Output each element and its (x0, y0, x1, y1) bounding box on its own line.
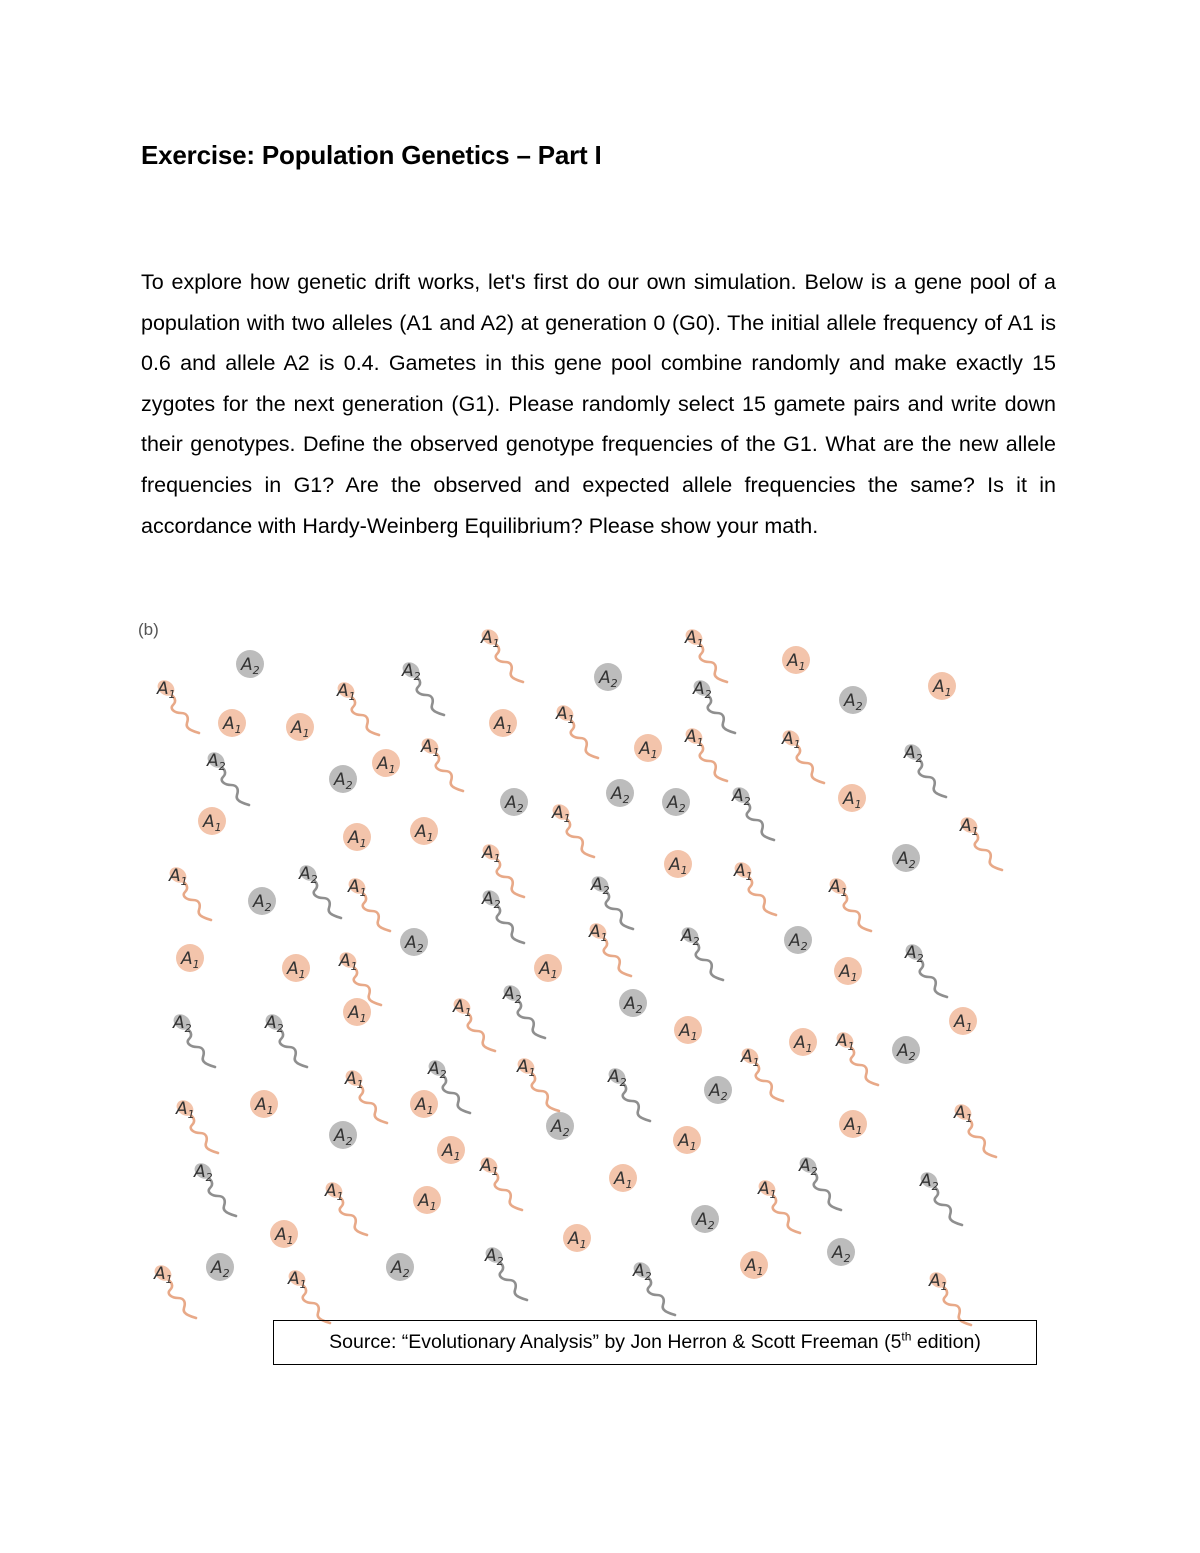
allele-label: $A_1$ (829, 877, 848, 899)
allele-label: $A_2$ (633, 1261, 652, 1283)
allele-label: $A_2$ (599, 668, 618, 690)
allele-label: $A_1$ (758, 1179, 777, 1201)
allele-label: $A_1$ (954, 1012, 973, 1034)
sperm-a1 (478, 1154, 522, 1210)
egg-a2 (594, 663, 622, 691)
sperm-a1 (732, 859, 776, 915)
figure-label: (b) (138, 620, 159, 639)
allele-label: $A_1$ (181, 949, 200, 971)
egg-a1 (609, 1164, 637, 1192)
allele-label: $A_2$ (789, 931, 808, 953)
sperm-a1 (683, 725, 727, 781)
sperm-a1 (343, 1067, 387, 1123)
allele-label: $A_1$ (669, 855, 688, 877)
allele-label: $A_2$ (211, 1258, 230, 1280)
allele-label: $A_1$ (482, 843, 501, 865)
allele-label: $A_1$ (685, 628, 704, 650)
allele-label: $A_1$ (154, 1264, 173, 1286)
egg-a2 (827, 1238, 855, 1266)
page-title: Exercise: Population Genetics – Part I (141, 140, 602, 170)
allele-label: $A_1$ (929, 1271, 948, 1293)
allele-label: $A_1$ (337, 681, 356, 703)
egg-a1 (218, 709, 246, 737)
allele-label: $A_2$ (591, 875, 610, 897)
sperm-a2 (192, 1160, 236, 1216)
sperm-a2 (501, 982, 545, 1038)
allele-label: $A_1$ (287, 959, 306, 981)
source-prefix: Source: “Evolutionary Analysis” by Jon Herron & Scott Freeman (5 (329, 1331, 902, 1353)
allele-label: $A_2$ (402, 661, 421, 683)
allele-label: $A_2$ (482, 889, 501, 911)
sperm-a2 (400, 659, 444, 715)
sperm-a2 (918, 1169, 962, 1225)
sperm-a2 (263, 1011, 307, 1067)
sperm-a2 (730, 784, 774, 840)
sperm-a1 (550, 801, 594, 857)
exercise-paragraph: To explore how genetic drift works, let's first do our own simulation. Below is a gene pool of a population with two alleles (A1 and A2) at generation 0 (G0). The initial allele frequency of A1 is 0.6 and allele A2 is 0.4. Gametes in this gene pool combine randomly and make exactly 15 zygotes for the next generation (G1). Please randomly select 15 gamete pairs and write down their genotypes. Define the observed genotype frequencies of the G1. What are the new allele frequencies in G1? Are the observed and expected allele frequencies the same? Is it in accordance with Hardy-Weinberg Equilibrium? Please show your math. (141, 270, 1056, 538)
sperm-a1 (834, 1029, 878, 1085)
egg-a1 (250, 1090, 278, 1118)
allele-label: $A_1$ (325, 1181, 344, 1203)
allele-label: $A_2$ (551, 1117, 570, 1139)
allele-label: $A_2$ (334, 770, 353, 792)
sperm-a2 (903, 941, 947, 997)
source-citation-box (273, 1320, 1037, 1365)
egg-a2 (386, 1253, 414, 1281)
allele-label: $A_1$ (568, 1229, 587, 1251)
allele-label: $A_2$ (265, 1013, 284, 1035)
egg-a1 (343, 998, 371, 1026)
egg-a1 (838, 784, 866, 812)
sperm-a1 (587, 920, 631, 976)
allele-label: $A_1$ (552, 803, 571, 825)
sperm-a2 (297, 862, 341, 918)
allele-label: $A_1$ (678, 1131, 697, 1153)
allele-label: $A_2$ (194, 1162, 213, 1184)
egg-a2 (691, 1205, 719, 1233)
allele-label: $A_1$ (839, 962, 858, 984)
egg-a1 (634, 734, 662, 762)
allele-label: $A_1$ (418, 1191, 437, 1213)
allele-label: $A_2$ (334, 1126, 353, 1148)
sperm-a1 (167, 864, 211, 920)
allele-label: $A_1$ (787, 651, 806, 673)
sperm-a1 (958, 814, 1002, 870)
allele-label: $A_2$ (299, 864, 318, 886)
sperm-a1 (419, 735, 463, 791)
egg-a1 (834, 957, 862, 985)
allele-label: $A_1$ (494, 714, 513, 736)
allele-label: $A_2$ (904, 743, 923, 765)
allele-label: $A_2$ (505, 793, 524, 815)
allele-label: $A_1$ (415, 1095, 434, 1117)
sperm-a1 (335, 679, 379, 735)
egg-a1 (413, 1186, 441, 1214)
sperm-a1 (451, 995, 495, 1051)
allele-label: $A_2$ (428, 1059, 447, 1081)
sperm-a2 (797, 1154, 841, 1210)
allele-label: $A_2$ (897, 849, 916, 871)
allele-label: $A_2$ (832, 1243, 851, 1265)
allele-label: $A_1$ (745, 1256, 764, 1278)
egg-a2 (236, 650, 264, 678)
allele-label: $A_2$ (608, 1067, 627, 1089)
allele-label: $A_1$ (157, 679, 176, 701)
allele-label: $A_1$ (679, 1021, 698, 1043)
egg-a1 (176, 944, 204, 972)
egg-a1 (372, 749, 400, 777)
sperm-a1 (683, 626, 727, 682)
egg-a1 (928, 672, 956, 700)
sperm-a1 (780, 727, 824, 783)
egg-a1 (198, 807, 226, 835)
allele-label: $A_2$ (611, 784, 630, 806)
allele-label: $A_2$ (696, 1210, 715, 1232)
allele-label: $A_2$ (241, 655, 260, 677)
egg-a2 (400, 928, 428, 956)
sperm-a2 (631, 1259, 675, 1315)
egg-a1 (534, 954, 562, 982)
sperm-a1 (515, 1055, 559, 1111)
allele-label: $A_1$ (614, 1169, 633, 1191)
sperm-a2 (902, 741, 946, 797)
allele-label: $A_1$ (223, 714, 242, 736)
allele-label: $A_1$ (741, 1047, 760, 1069)
egg-a2 (500, 788, 528, 816)
allele-label: $A_1$ (255, 1095, 274, 1117)
allele-label: $A_1$ (539, 959, 558, 981)
egg-a1 (782, 646, 810, 674)
allele-label: $A_2$ (732, 786, 751, 808)
allele-label: $A_1$ (442, 1141, 461, 1163)
sperm-a1 (337, 949, 381, 1005)
allele-label: $A_2$ (681, 926, 700, 948)
allele-label: $A_2$ (207, 751, 226, 773)
sperm-a2 (606, 1065, 650, 1121)
allele-label: $A_2$ (503, 984, 522, 1006)
allele-label: $A_2$ (799, 1156, 818, 1178)
allele-label: $A_1$ (481, 628, 500, 650)
allele-label: $A_1$ (421, 737, 440, 759)
egg-a1 (563, 1224, 591, 1252)
egg-a1 (789, 1028, 817, 1056)
egg-a2 (248, 887, 276, 915)
allele-label: $A_1$ (480, 1156, 499, 1178)
egg-a1 (949, 1007, 977, 1035)
egg-a1 (286, 713, 314, 741)
allele-label: $A_1$ (453, 997, 472, 1019)
allele-label: $A_1$ (843, 789, 862, 811)
egg-a2 (619, 989, 647, 1017)
egg-a1 (674, 1016, 702, 1044)
egg-a1 (282, 954, 310, 982)
allele-label: $A_2$ (897, 1041, 916, 1063)
allele-label: $A_1$ (844, 1115, 863, 1137)
egg-a1 (343, 823, 371, 851)
allele-label: $A_1$ (589, 922, 608, 944)
sperm-a2 (171, 1011, 215, 1067)
allele-label: $A_1$ (339, 951, 358, 973)
sperm-a1 (286, 1267, 330, 1323)
sperm-a1 (827, 875, 871, 931)
egg-a2 (839, 686, 867, 714)
allele-label: $A_1$ (348, 1003, 367, 1025)
egg-a1 (839, 1110, 867, 1138)
egg-a1 (673, 1126, 701, 1154)
egg-a2 (606, 779, 634, 807)
sperm-a1 (756, 1177, 800, 1233)
allele-label: $A_1$ (415, 822, 434, 844)
allele-label: $A_2$ (667, 793, 686, 815)
egg-a2 (704, 1076, 732, 1104)
egg-a1 (489, 709, 517, 737)
allele-label: $A_2$ (920, 1171, 939, 1193)
allele-label: $A_1$ (377, 754, 396, 776)
allele-label: $A_2$ (253, 892, 272, 914)
allele-label: $A_2$ (624, 994, 643, 1016)
allele-label: $A_2$ (905, 943, 924, 965)
sperm-a2 (589, 873, 633, 929)
egg-a1 (270, 1220, 298, 1248)
sperm-a1 (554, 702, 598, 758)
allele-label: $A_1$ (348, 877, 367, 899)
allele-label: $A_1$ (345, 1069, 364, 1091)
egg-a2 (662, 788, 690, 816)
allele-label: $A_1$ (348, 828, 367, 850)
allele-label: $A_1$ (954, 1103, 973, 1125)
sperm-a1 (155, 677, 199, 733)
allele-label: $A_2$ (709, 1081, 728, 1103)
sperm-a2 (679, 924, 723, 980)
allele-label: $A_1$ (291, 718, 310, 740)
sperm-a1 (346, 875, 390, 931)
sperm-a1 (323, 1179, 367, 1235)
allele-label: $A_1$ (734, 861, 753, 883)
egg-a2 (329, 765, 357, 793)
source-superscript: th (901, 1329, 912, 1344)
sperm-a1 (174, 1097, 218, 1153)
sperm-a1 (152, 1262, 196, 1318)
egg-a1 (410, 817, 438, 845)
source-suffix: edition) (911, 1331, 981, 1353)
allele-label: $A_1$ (169, 866, 188, 888)
allele-label: $A_1$ (176, 1099, 195, 1121)
allele-label: $A_1$ (685, 727, 704, 749)
allele-label: $A_2$ (173, 1013, 192, 1035)
allele-label: $A_2$ (844, 691, 863, 713)
egg-a1 (740, 1251, 768, 1279)
allele-label: $A_1$ (782, 729, 801, 751)
sperm-a1 (479, 626, 523, 682)
source-citation (329, 1331, 981, 1354)
egg-a2 (206, 1253, 234, 1281)
allele-label: $A_1$ (794, 1033, 813, 1055)
egg-a1 (664, 850, 692, 878)
allele-label: $A_2$ (405, 933, 424, 955)
allele-label: $A_1$ (933, 677, 952, 699)
allele-label: $A_1$ (275, 1225, 294, 1247)
sperm-a2 (483, 1244, 527, 1300)
egg-a2 (546, 1112, 574, 1140)
egg-a2 (784, 926, 812, 954)
egg-a2 (892, 844, 920, 872)
allele-label: $A_2$ (693, 679, 712, 701)
allele-label: $A_1$ (203, 812, 222, 834)
egg-a1 (410, 1090, 438, 1118)
sperm-a2 (205, 749, 249, 805)
allele-label: $A_1$ (288, 1269, 307, 1291)
allele-label: $A_2$ (485, 1246, 504, 1268)
sperm-a1 (952, 1101, 996, 1157)
allele-label: $A_1$ (836, 1031, 855, 1053)
sperm-a1 (927, 1269, 971, 1325)
allele-label: $A_2$ (391, 1258, 410, 1280)
sperm-a1 (739, 1045, 783, 1101)
egg-a2 (892, 1036, 920, 1064)
sperm-a2 (691, 677, 735, 733)
allele-label: $A_1$ (960, 816, 979, 838)
allele-label: $A_1$ (639, 739, 658, 761)
allele-label: $A_1$ (517, 1057, 536, 1079)
allele-label: $A_1$ (556, 704, 575, 726)
egg-a2 (329, 1121, 357, 1149)
egg-a1 (437, 1136, 465, 1164)
